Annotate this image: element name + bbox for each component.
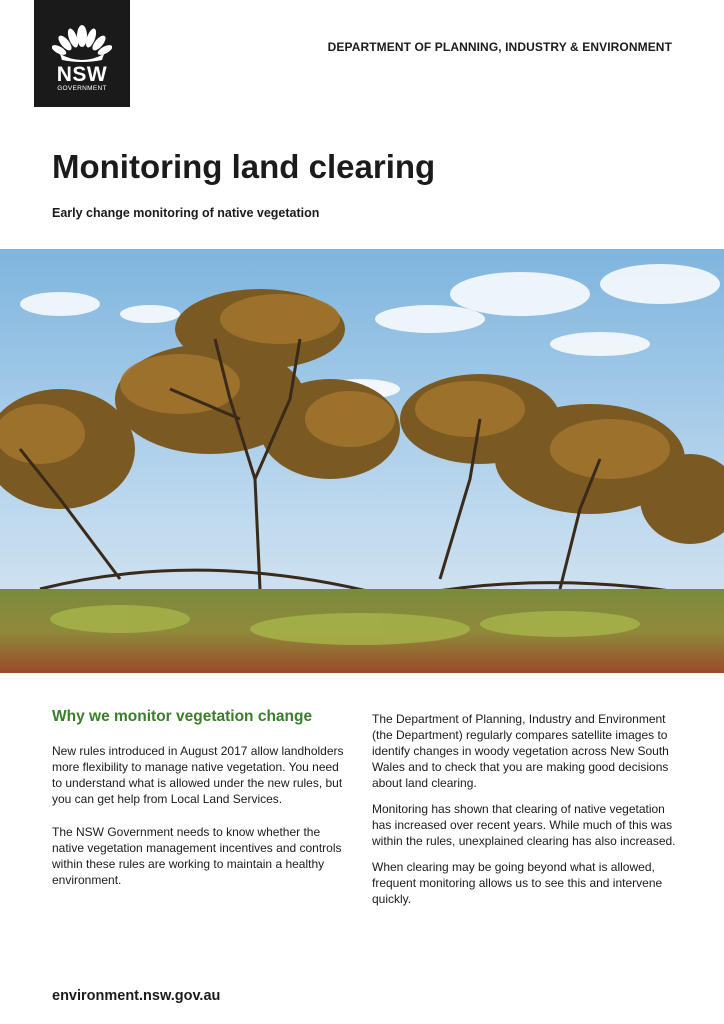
paragraph-department: The Department of Planning, Industry and Environment (the Department) regularly compares satellite images to identify changes in woody vegetation across New South Wales and to check that you are making good decisions about land clearing. [372,712,669,790]
paragraph-intervene: When clearing may be going beyond what is allowed, frequent monitoring allows us to see this and intervene quickly. [372,860,663,906]
left-column [52,708,352,905]
footer-website-link[interactable]: environment.nsw.gov.au [52,988,221,1004]
right-column [372,711,682,917]
hero-image-native-vegetation [0,249,724,673]
logo-subtitle: GOVERNMENT [57,85,107,92]
paragraph-new-rules: New rules introduced in August 2017 allow landholders more flexibility to manage native vegetation. You need to understand what is allowed under the new rules, but you can get help from Local Land Services. [52,744,344,806]
logo-wordmark: NSW [56,63,108,86]
paragraph-monitoring: Monitoring has shown that clearing of native vegetation has increased over recent years. While much of this was within the rules, unexplained clearing has also increased. [372,802,676,848]
nsw-government-logo [34,0,130,107]
paragraph-nsw-government: The NSW Government needs to know whether the native vegetation management incentives and controls within these rules are working to maintain a healthy environment. [52,825,342,887]
page-subtitle: Early change monitoring of native vegetation [52,206,320,220]
department-name: DEPARTMENT OF PLANNING, INDUSTRY & ENVIRONMENT [327,40,672,54]
waratah-icon [52,24,112,62]
section-heading: Why we monitor vegetation change [52,708,313,725]
page-title: Monitoring land clearing [52,148,436,185]
